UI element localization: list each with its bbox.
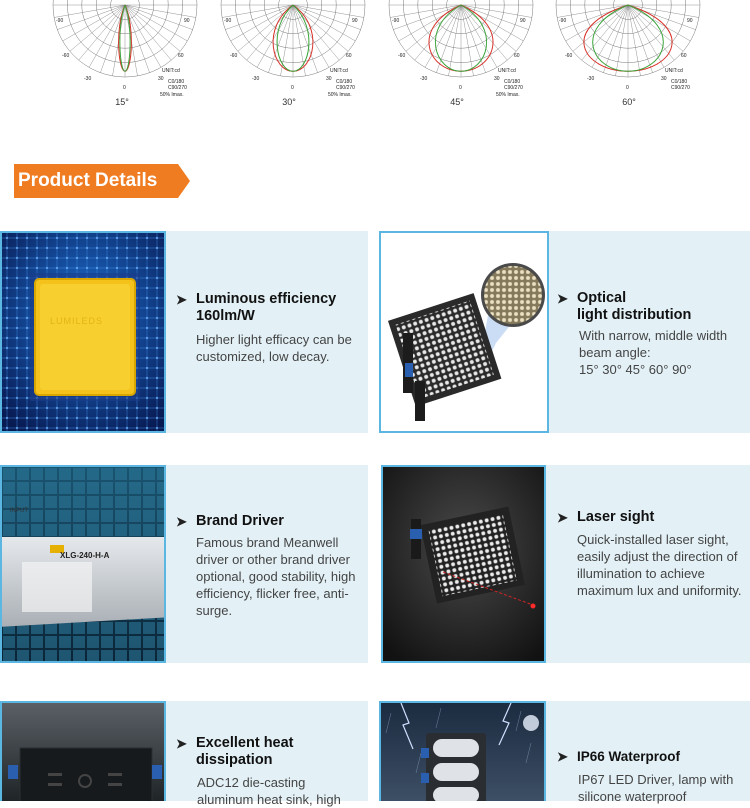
legend-c0-180: C0/180	[168, 79, 185, 85]
feature-desc-driver: Famous brand Meanwell driver or other brand driver optional, good stability, high efficiency, flicker free, anti-surge.	[196, 535, 356, 618]
legend-c0-180: C0/180	[504, 79, 521, 85]
angle-label-zero: 0	[626, 85, 629, 91]
angle-label-minus60: -60	[565, 53, 573, 59]
laser-photo	[381, 465, 546, 663]
feature-desc-optical: With narrow, middle width beam angle: 15° 30° 45° 60° 90°	[579, 328, 728, 377]
polar-chart-3	[386, 0, 536, 112]
unit-label: UNIT:cd	[330, 68, 348, 74]
angle-label-minus30: -30	[587, 76, 595, 82]
feature-card-heat	[0, 701, 368, 807]
angle-label-zero: 0	[291, 85, 294, 91]
legend-c90-270: C90/270	[671, 85, 690, 91]
angle-label-plus30: 30	[661, 76, 667, 82]
waterproof-photo	[379, 701, 546, 801]
driver-input-label: INPUT	[10, 508, 28, 514]
unit-label: UNIT:cd	[162, 68, 180, 74]
angle-label-plus60: 60	[514, 53, 520, 59]
feature-card-luminous	[0, 231, 368, 433]
polar-chart-1	[50, 0, 200, 112]
angle-label-plus60: 60	[346, 53, 352, 59]
angle-label-plus30: 30	[494, 76, 500, 82]
feature-title-laser: ➤ Laser sight	[557, 509, 655, 525]
feature-desc-luminous: Higher light efficacy can be customized, low decay.	[196, 332, 352, 364]
chip-brand-text: LUMILEDS	[50, 316, 104, 326]
legend-c0-180: C0/180	[336, 79, 353, 85]
angle-label-plus60: 60	[681, 53, 687, 59]
section-title: Product Details	[18, 170, 158, 191]
legend-c0-180: C0/180	[671, 79, 688, 85]
angle-label-plus90: 90	[520, 18, 526, 24]
angle-label-plus30: 30	[326, 76, 332, 82]
polar-chart-2	[218, 0, 368, 112]
angle-label-plus60: 60	[178, 53, 184, 59]
feature-title-waterproof: ➤ IP66 Waterproof	[557, 749, 681, 764]
unit-label: UNIT:cd	[498, 68, 516, 74]
arrow-icon: ➤	[557, 749, 568, 764]
angle-label-plus90: 90	[687, 18, 693, 24]
legend-c90-270: C90/270	[504, 85, 523, 91]
driver-photo	[0, 465, 166, 663]
angle-label-minus30: -30	[252, 76, 260, 82]
angle-label-minus60: -60	[62, 53, 70, 59]
beam-angle-label-2: 30°	[282, 97, 296, 107]
imax-label: 50% Imax.	[496, 92, 520, 98]
feature-desc-waterproof: IP67 LED Driver, lamp with silicone waterproof	[578, 772, 734, 804]
imax-label: 50% Imax.	[160, 92, 184, 98]
arrow-icon: ➤	[176, 292, 187, 307]
angle-label-minus30: -30	[420, 76, 428, 82]
unit-label: UNIT:cd	[665, 68, 683, 74]
angle-label-minus90: -90	[224, 18, 232, 24]
angle-label-plus90: 90	[184, 18, 190, 24]
feature-card-optical	[379, 231, 750, 433]
arrow-icon: ➤	[557, 291, 568, 306]
angle-label-plus90: 90	[352, 18, 358, 24]
angle-label-minus90: -90	[559, 18, 567, 24]
feature-title-driver: ➤ Brand Driver	[176, 513, 284, 529]
floodlight-optic-photo	[379, 231, 549, 433]
polar-chart-4	[553, 0, 703, 112]
feature-card-waterproof	[379, 701, 750, 804]
legend-c90-270: C90/270	[336, 85, 355, 91]
angle-label-minus90: -90	[392, 18, 400, 24]
feature-card-laser	[381, 465, 750, 663]
angle-label-plus30: 30	[158, 76, 164, 82]
arrow-icon: ➤	[557, 510, 568, 525]
beam-angle-label-4: 60°	[622, 97, 636, 107]
arrow-icon: ➤	[176, 736, 187, 751]
angle-label-zero: 0	[123, 85, 126, 91]
angle-label-minus60: -60	[230, 53, 238, 59]
feature-title-optical: ➤ Optical light distribution	[557, 290, 692, 323]
arrow-icon: ➤	[176, 514, 187, 529]
feature-desc-laser: Quick-installed laser sight, easily adjust the direction of illumination to achieve maximum lux and uniformity.	[577, 532, 742, 598]
chip-photo	[0, 231, 166, 433]
beam-angle-label-3: 45°	[450, 97, 464, 107]
section-header-product-details	[14, 164, 190, 198]
legend-c90-270: C90/270	[168, 85, 187, 91]
angle-label-minus60: -60	[398, 53, 406, 59]
driver-model-text: XLG-240-H-A	[60, 551, 110, 560]
beam-angle-label-1: 15°	[115, 97, 129, 107]
angle-label-zero: 0	[459, 85, 462, 91]
feature-title-heat: ➤ Excellent heat dissipation	[176, 735, 294, 768]
feature-card-driver	[0, 465, 368, 663]
feature-desc-heat: ADC12 die-casting aluminum heat sink, high	[197, 775, 341, 807]
angle-label-minus90: -90	[56, 18, 64, 24]
angle-label-minus30: -30	[84, 76, 92, 82]
feature-title-luminous: ➤ Luminous efficiency 160lm/W	[176, 291, 337, 324]
heatsink-photo	[0, 701, 166, 801]
imax-label: 50% Imax.	[328, 92, 352, 98]
